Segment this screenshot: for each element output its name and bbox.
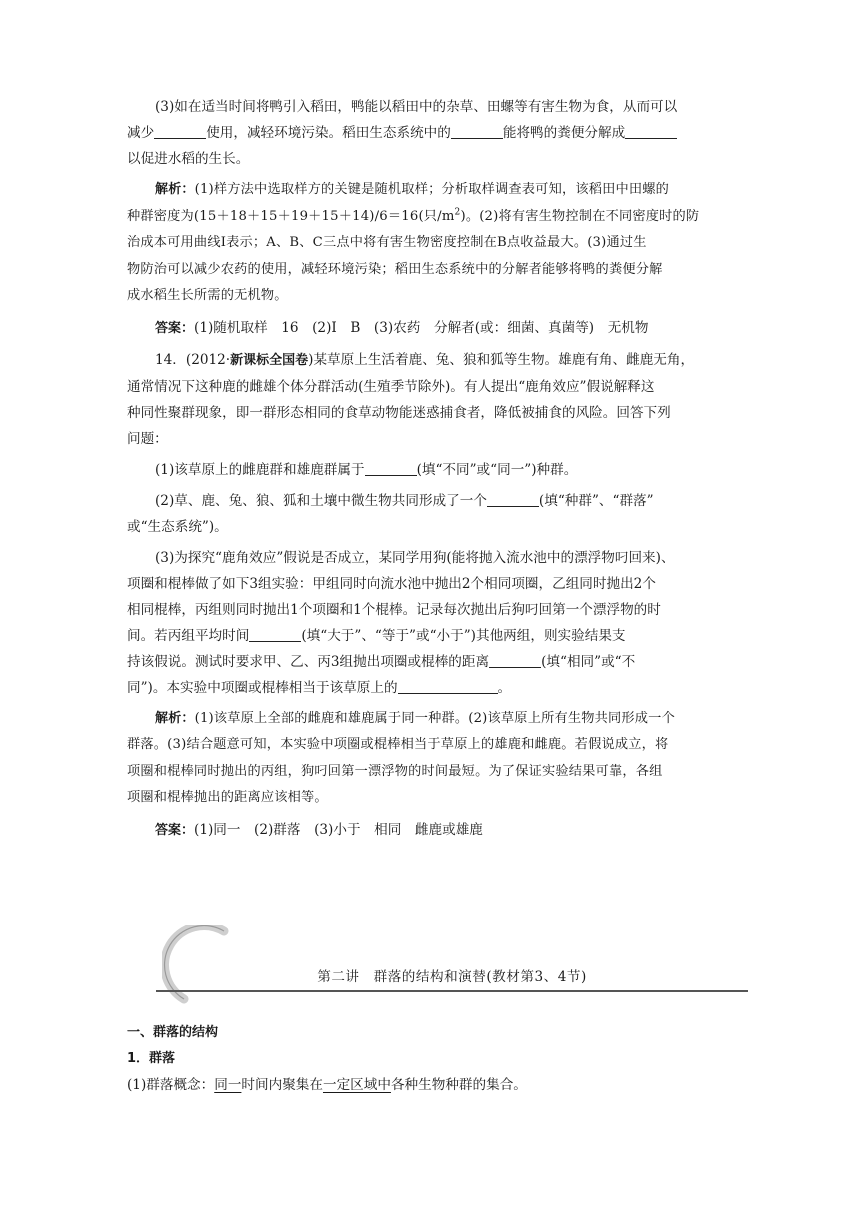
analysis-label: 解析： (155, 710, 195, 726)
answer-blank (489, 653, 541, 668)
q13-part3-line1 (127, 94, 737, 120)
q14-sub2 (127, 488, 737, 514)
text: 以促进水稻的生长。 (127, 151, 250, 167)
text: )某草原上生活着鹿、兔、狼和狐等生物。雄鹿有角、雌鹿无角， (308, 351, 695, 368)
q14-sub2-line2 (127, 514, 737, 540)
text: 物防治可以减少农药的使用，减轻环境污染；稻田生态系统中的分解者能够将鸭的粪便分解 (127, 261, 663, 277)
answer-blank (625, 124, 677, 139)
q14-analysis-line2 (127, 732, 737, 759)
text: 项圈和棍棒抛出的距离应该相等。 (127, 790, 328, 805)
text: 14．(2012· (155, 351, 231, 368)
q14-stem-line4 (127, 426, 737, 452)
underlined-term: 一定区域中 (322, 1077, 391, 1093)
text: (填“不同”或“同一”)种群。 (416, 461, 578, 478)
q14-analysis-line4 (127, 785, 737, 812)
q14-stem-line3 (127, 400, 737, 426)
answer-blank (249, 627, 301, 642)
text: 问题： (127, 430, 168, 447)
question-source: 新课标全国卷 (230, 352, 309, 368)
text: 持该假说。测试时要求甲、乙、丙3组抛出项圈或棍棒的距离 (127, 653, 490, 670)
q13-analysis-line5 (127, 283, 737, 310)
section-content (127, 1020, 737, 1098)
answer-blank (451, 124, 503, 139)
text: 相同棍棒，丙组则同时抛出1个项圈和1个棍棒。记录每次抛出后狗叼回第一个漂浮物的时 (127, 601, 661, 618)
text: (2)草、鹿、兔、狼、狐和土壤中微生物共同形成了一个 (155, 492, 487, 509)
q13-analysis-line2 (127, 204, 737, 231)
text: 各种生物种群的集合。 (390, 1077, 527, 1093)
text: (1)同一 (2)群落 (3)小于 相同 雌鹿或雄鹿 (194, 821, 483, 838)
text: 成水稻生长所需的无机物。 (127, 288, 288, 303)
q13-part3-line2 (127, 120, 737, 146)
answer-blank (365, 461, 417, 476)
text: 同”)。本实验中项圈或棍棒相当于该草原上的 (127, 679, 398, 696)
section-divider (156, 990, 748, 992)
text: 项圈和棍棒同时抛出的丙组，狗叼回第一漂浮物的时间最短。为了保证实验结果可靠，各组 (127, 763, 663, 779)
text: 种群密度为(15＋18＋15＋19＋15＋14)/6＝16(只/m (127, 208, 455, 224)
text: (1)样方法中选取样方的关键是随机取样；分析取样调查表可知，该稻田中田螺的 (194, 182, 670, 197)
text: 能将鸭的粪便分解成 (502, 125, 626, 141)
text: 群落。(3)结合题意可知，本实验中项圈或棍棒相当于草原上的雄鹿和雌鹿。若假说成立，将 (127, 737, 669, 752)
answer-blank (487, 492, 539, 507)
text: 使用，减轻环境污染。稻田生态系统中的 (206, 125, 451, 141)
q13-analysis (127, 177, 737, 204)
q13-answer (127, 315, 737, 342)
heading-level1: 一、群落的结构 (127, 1025, 219, 1040)
q14-sub3-line2 (127, 571, 737, 597)
text: 。 (497, 679, 512, 696)
section-header (156, 925, 748, 1005)
q14-sub3-line5 (127, 649, 737, 675)
text: 或“生态系统”)。 (127, 518, 228, 535)
q13-analysis-line4 (127, 257, 737, 284)
text: (1)群落概念： (127, 1077, 215, 1093)
text: (1)随机取样 16 (2)Ⅰ B (3)农药 分解者(或：细菌、真菌等) 无机物 (194, 319, 649, 336)
text: (填“相同”或“不 (541, 653, 636, 670)
answer-label: 答案： (155, 320, 195, 336)
q14-analysis-line3 (127, 759, 737, 786)
q14-stem (127, 347, 737, 374)
text: (3)如在适当时间将鸭引入稻田，鸭能以稻田中的杂草、田螺等有害生物为食，从而可以 (155, 99, 678, 115)
q14-analysis (127, 706, 737, 733)
text: 间。若丙组平均时间 (127, 627, 250, 644)
text: 种同性聚群现象，即一群形态相同的食草动物能迷惑捕食者，降低被捕食的风险。回答下列 (127, 404, 671, 421)
text: 通常情况下这种鹿的雌雄个体分群活动(生殖季节除外)。有人提出“鹿角效应”假说解释这 (127, 378, 655, 395)
text: )。(2)将有害生物控制在不同密度时的防 (460, 208, 700, 224)
q14-sub3-line3 (127, 597, 737, 623)
text: (3)为探究“鹿角效应”假说是否成立，某同学用狗(能将抛入流水池中的漂浮物叼回来)、 (155, 549, 675, 566)
text: (1)该草原上的雌鹿群和雄鹿群属于 (155, 461, 365, 478)
text: 时间内聚集在 (241, 1077, 323, 1093)
q13-analysis-line3 (127, 230, 737, 257)
heading-level2: 1．群落 (127, 1051, 176, 1066)
q14-sub3 (127, 545, 737, 571)
section-title: 第二讲 群落的结构和演替(教材第3、4节) (317, 969, 587, 985)
text: 项圈和棍棒做了如下3组实验：甲组同时向流水池中抛出2个相同项圈，乙组同时抛出2个 (127, 575, 656, 592)
superscript: 2 (454, 207, 461, 218)
answer-blank (398, 679, 498, 694)
analysis-label: 解析： (155, 182, 195, 197)
q14-sub3-line6 (127, 675, 737, 701)
text: (填“大于”、“等于”或“小于”)其他两组，则实验结果支 (301, 627, 626, 644)
q14-sub1 (127, 457, 737, 483)
text: 减少 (127, 125, 155, 141)
q14-answer (127, 817, 737, 844)
concept-line (127, 1072, 737, 1098)
document-body (127, 94, 737, 844)
text: 治成本可用曲线Ⅰ表示；A、B、C三点中将有害生物密度控制在B点收益最大。(3)通过生 (127, 235, 647, 250)
q14-stem-line2 (127, 374, 737, 400)
underlined-term: 同一 (214, 1077, 242, 1093)
q14-sub3-line4 (127, 623, 737, 649)
text: (填“种群”、“群落” (538, 492, 654, 509)
answer-blank (154, 124, 206, 139)
text: (1)该草原上全部的雌鹿和雄鹿属于同一种群。(2)该草原上所有生物共同形成一个 (194, 710, 675, 726)
q13-part3-line3 (127, 146, 737, 172)
answer-label: 答案： (155, 822, 195, 838)
